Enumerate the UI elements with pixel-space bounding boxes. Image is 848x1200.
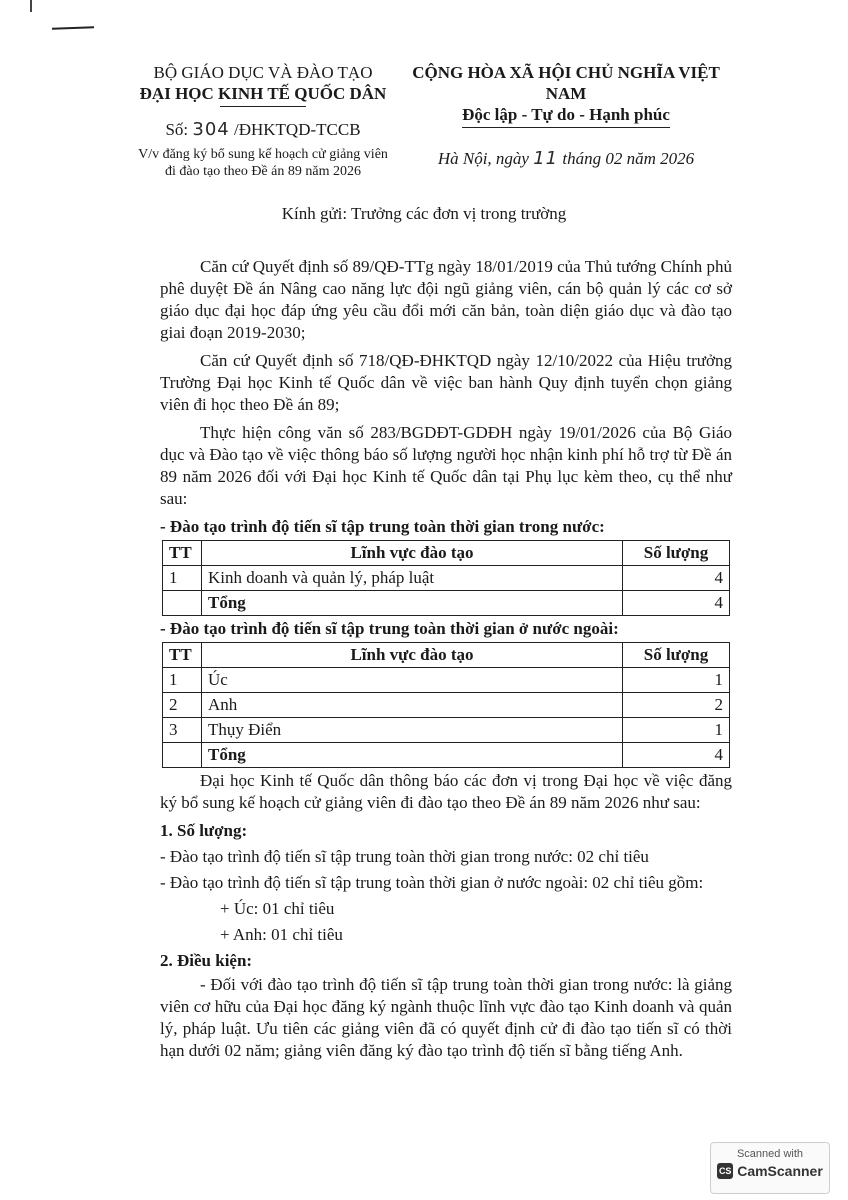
table-header-tt: TT [163, 643, 202, 668]
table-total-label: Tổng [202, 591, 623, 616]
paragraph-announcement: Đại học Kinh tế Quốc dân thông báo các đơn vị trong Đại học về việc đăng ký bổ sung kế hoạch cử giảng viên đi đào tạo theo Đề án 89 năm 2026 như sau: [160, 771, 732, 812]
overseas-table [162, 642, 730, 768]
section1-title: 1. Số lượng: [160, 821, 248, 840]
table-cell-tt: 3 [163, 718, 202, 743]
section2-text: - Đối với đào tạo trình độ tiến sĩ tập trung toàn thời gian trong nước: là giảng viên cơ hữu của Đại học đăng ký ngành thuộc lĩnh vực đào tạo Kinh doanh và quản lý, pháp luật. Ưu tiên các giảng viên đã có quyết định cử đi đào tạo tiến sĩ có thời hạn dưới 02 năm; giảng viên đăng ký đào tạo trình độ tiến sĩ bằng tiếng Anh. [160, 975, 732, 1060]
domestic-table [162, 540, 730, 616]
scan-artifact-line [52, 26, 94, 29]
date-day-handwritten: 11 [533, 148, 559, 169]
section1-item-domestic: - Đào tạo trình độ tiến sĩ tập trung toàn thời gian trong nước: 02 chỉ tiêu [160, 847, 649, 866]
table-cell-quantity: 1 [623, 668, 730, 693]
greeting: Kính gửi: Trưởng các đơn vị trong trường [281, 204, 567, 223]
table-header-quantity: Số lượng [623, 643, 730, 668]
table-header-row [163, 541, 730, 566]
section1-subitem-uk: + Anh: 01 chỉ tiêu [220, 925, 343, 944]
date-suffix: tháng 02 năm 2026 [558, 149, 695, 168]
camscanner-watermark [710, 1142, 830, 1194]
table-total-value: 4 [623, 591, 730, 616]
table-header-quantity: Số lượng [623, 541, 730, 566]
subject-line-2: đi đào tạo theo Đề án 89 năm 2026 [165, 164, 361, 179]
table-header-field: Lĩnh vực đào tạo [202, 541, 623, 566]
table-cell-tt: 1 [163, 566, 202, 591]
table-cell-tt: 1 [163, 668, 202, 693]
table2-caption: - Đào tạo trình độ tiến sĩ tập trung toàn thời gian ở nước ngoài: [160, 619, 619, 638]
table-row [163, 668, 730, 693]
watermark-name: CamScanner [737, 1163, 823, 1179]
section2-title: 2. Điều kiện: [160, 951, 253, 970]
issuer-block [118, 62, 408, 180]
table-total-value: 4 [623, 743, 730, 768]
national-block [392, 62, 740, 169]
table-cell-field: Kinh doanh và quản lý, pháp luật [202, 566, 623, 591]
table-total-label: Tổng [202, 743, 623, 768]
table-row [163, 566, 730, 591]
section1-item-overseas: - Đào tạo trình độ tiến sĩ tập trung toàn thời gian ở nước ngoài: 02 chỉ tiêu gồm: [160, 873, 704, 892]
paragraph-basis-2: Căn cứ Quyết định số 718/QĐ-ĐHKTQD ngày 12/10/2022 của Hiệu trưởng Trường Đại học Kinh tế Quốc dân về việc ban hành Quy định tuyển chọn giảng viên đi học theo Đề án 89; [160, 351, 732, 414]
table1-caption: - Đào tạo trình độ tiến sĩ tập trung toàn thời gian trong nước: [160, 517, 605, 536]
table-cell-quantity: 2 [623, 693, 730, 718]
table-row [163, 693, 730, 718]
table-total-row [163, 743, 730, 768]
table-cell-field: Thụy Điển [202, 718, 623, 743]
document-number [118, 119, 408, 140]
paragraph-basis-1: Căn cứ Quyết định số 89/QĐ-TTg ngày 18/01/2019 của Thủ tướng Chính phủ phê duyệt Đề án Nâng cao năng lực đội ngũ giảng viên, cán bộ quản lý các cơ sở giáo dục đại học đáp ứng yêu cầu đổi mới căn bản, toàn diện giáo dục và đào tạo giai đoạn 2019-2030; [160, 257, 732, 342]
nation-title: CỘNG HÒA XÃ HỘI CHỦ NGHĨA VIỆT NAM [412, 63, 720, 103]
table-cell-field: Anh [202, 693, 623, 718]
docno-prefix: Số: [165, 120, 193, 139]
table-header-tt: TT [163, 541, 202, 566]
table-cell-empty [163, 743, 202, 768]
table-total-row [163, 591, 730, 616]
document-date [392, 148, 740, 169]
scan-artifact-dot [30, 0, 32, 12]
camscanner-logo-icon: CS [717, 1163, 733, 1179]
table-cell-tt: 2 [163, 693, 202, 718]
table-cell-quantity: 1 [623, 718, 730, 743]
table-header-field: Lĩnh vực đào tạo [202, 643, 623, 668]
table-row [163, 718, 730, 743]
date-prefix: Hà Nội, ngày [437, 149, 534, 168]
section1-subitem-australia: + Úc: 01 chỉ tiêu [220, 899, 335, 918]
table-cell-field: Úc [202, 668, 623, 693]
national-motto: Độc lập - Tự do - Hạnh phúc [462, 104, 670, 128]
watermark-caption: Scanned with [736, 1148, 804, 1160]
subject-line [118, 146, 408, 180]
table-cell-quantity: 4 [623, 566, 730, 591]
docno-suffix: /ĐHKTQD-TCCB [229, 120, 361, 139]
docno-handwritten: 304 [192, 119, 230, 140]
issuer-underline [220, 106, 306, 107]
subject-line-1: V/v đăng ký bổ sung kế hoạch cử giảng viên [138, 147, 388, 162]
watermark-brand [711, 1163, 829, 1179]
ministry-name: BỘ GIÁO DỤC VÀ ĐÀO TẠO [153, 63, 373, 82]
document-body [160, 256, 732, 1068]
table-header-row [163, 643, 730, 668]
university-name: ĐẠI HỌC KINH TẾ QUỐC DÂN [139, 84, 387, 103]
table-cell-empty [163, 591, 202, 616]
paragraph-implementation: Thực hiện công văn số 283/BGDĐT-GDĐH ngày 19/01/2026 của Bộ Giáo dục và Đào tạo về việc thông báo số lượng người học nhận kinh phí hỗ trợ từ Đề án 89 năm 2026 đối với Đại học Kinh tế Quốc dân tại Phụ lục kèm theo, cụ thể như sau: [160, 423, 732, 508]
